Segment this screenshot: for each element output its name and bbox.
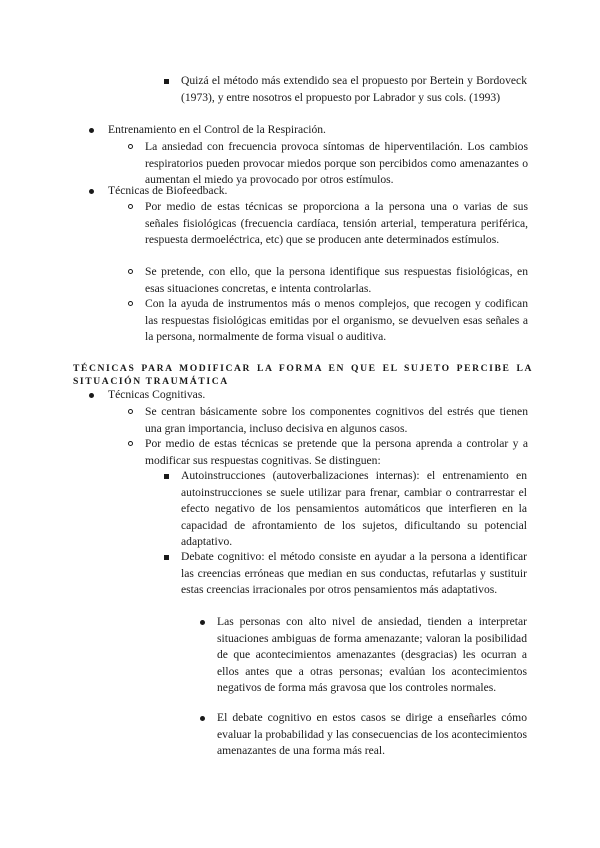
item-text: Por medio de estas técnicas se pretende que la persona aprenda a controlar y a modificar sus respuestas cognitivas. Se distinguen:: [145, 437, 528, 467]
list-item: [108, 122, 528, 139]
disc-bullet-icon: [200, 620, 205, 625]
square-bullet-icon: [164, 555, 169, 560]
list-item: [145, 199, 528, 249]
item-text: Debate cognitivo: el método consiste en ayudar a la persona a identificar las creencias erróneas que median en sus conductas, refutarlas y sustituir estas creencias irracionales por otros pensamientos más adaptativos.: [181, 550, 527, 597]
list-item: [181, 73, 527, 106]
disc-bullet-icon: [89, 189, 94, 194]
square-bullet-icon: [164, 79, 169, 84]
item-text: El debate cognitivo en estos casos se dirige a enseñarles cómo evaluar la probabilidad y las consecuencias de los acontecimientos amenazantes de una forma más real.: [217, 711, 527, 758]
disc-bullet-icon: [89, 128, 94, 133]
list-item: [145, 436, 528, 469]
disc-bullet-icon: [89, 393, 94, 398]
item-text: Las personas con alto nivel de ansiedad, tienden a interpretar situaciones ambiguas de forma amenazante; valoran la posibilidad de que acontecimientos amenazantes (desgracias) les ocurran a ellos antes que a otras personas; evalúan los acontecimientos negativos de forma más gravosa que los controles normales.: [217, 615, 527, 695]
list-item: [145, 139, 528, 189]
item-text: La ansiedad con frecuencia provoca síntomas de hiperventilación. Los cambios respiratorios pueden provocar miedos porque son percibidos como amenazantes o aumentan el miedo ya provocado por otros estímulos.: [145, 140, 528, 187]
list-item: [145, 404, 528, 437]
list-item: [108, 387, 528, 404]
list-item: [145, 296, 528, 346]
list-item: [181, 468, 527, 551]
circle-bullet-icon: [128, 441, 133, 446]
item-text: Técnicas de Biofeedback.: [108, 184, 228, 197]
item-text: Se pretende, con ello, que la persona identifique sus respuestas fisiológicas, en esas situaciones concretas, e intenta controlarlas.: [145, 265, 528, 295]
item-text: Con la ayuda de instrumentos más o menos complejos, que recogen y codifican las respuestas fisiológicas emitidas por el organismo, se devuelven esas señales a la persona, normalmente de forma visual o auditiva.: [145, 297, 528, 344]
item-text: Se centran básicamente sobre los componentes cognitivos del estrés que tienen una gran importancia, incluso decisiva en algunos casos.: [145, 405, 528, 435]
list-item: [108, 183, 528, 200]
list-item: [181, 549, 527, 599]
circle-bullet-icon: [128, 204, 133, 209]
item-text: Quizá el método más extendido sea el propuesto por Bertein y Bordoveck (1973), y entre nosotros el propuesto por Labrador y sus cols. (1993): [181, 74, 527, 104]
item-text: Entrenamiento en el Control de la Respiración.: [108, 123, 326, 136]
item-text: Técnicas Cognitivas.: [108, 388, 206, 401]
disc-bullet-icon: [200, 716, 205, 721]
item-text: Autoinstrucciones (autoverbalizaciones internas): el entrenamiento en autoinstrucciones se suele utilizar para frenar, cambiar o contrarrestar el efecto negativo de los pensamientos automáticos que interfieren en la capacidad de afrontamiento de los sujetos, dificultando su potencial adaptativo.: [181, 469, 527, 549]
circle-bullet-icon: [128, 144, 133, 149]
circle-bullet-icon: [128, 409, 133, 414]
list-item: [145, 264, 528, 297]
section-heading: TÉCNICAS PARA MODIFICAR LA FORMA EN QUE EL SUJETO PERCIBE LA SITUACIÓN TRAUMÁTICA: [73, 363, 533, 387]
list-item: [217, 614, 527, 697]
list-item: [217, 710, 527, 760]
circle-bullet-icon: [128, 269, 133, 274]
item-text: Por medio de estas técnicas se proporciona a la persona una o varias de sus señales fisiológicas (frecuencia cardíaca, tensión arterial, temperatura periférica, respuesta dermoeléctrica, etc) que se producen ante determinados estímulos.: [145, 200, 528, 247]
square-bullet-icon: [164, 474, 169, 479]
circle-bullet-icon: [128, 301, 133, 306]
